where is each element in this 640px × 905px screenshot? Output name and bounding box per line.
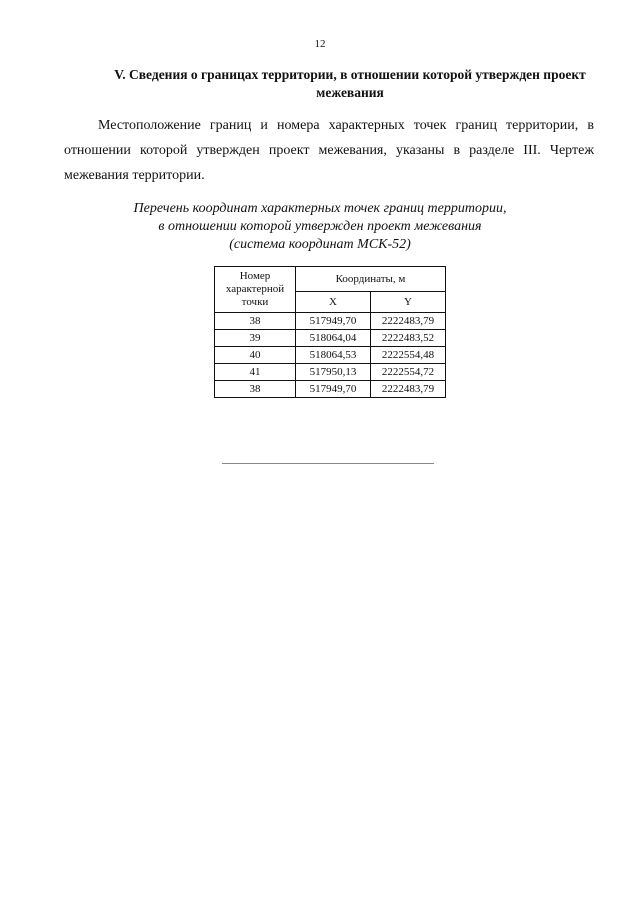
cell-x: 518064,04 [296, 330, 371, 347]
header-coordinates: Координаты, м [296, 267, 446, 292]
cell-point: 39 [215, 330, 296, 347]
cell-point: 38 [215, 381, 296, 398]
header-y: Y [371, 292, 446, 313]
cell-x: 518064,53 [296, 347, 371, 364]
cell-x: 517949,70 [296, 381, 371, 398]
intro-paragraph: Местоположение границ и номера характерных точек границ территории, в отношении которой утвержден проект межевания, указаны в разделе III. Чертеж межевания территории. [64, 118, 594, 183]
cell-y: 2222483,79 [371, 381, 446, 398]
cell-x: 517949,70 [296, 313, 371, 330]
table-row [215, 364, 446, 381]
table-row [215, 347, 446, 364]
footnote-divider [222, 463, 434, 464]
cell-point: 41 [215, 364, 296, 381]
coordinates-table [214, 266, 446, 398]
cell-point: 38 [215, 313, 296, 330]
header-x: X [296, 292, 371, 313]
section-heading: V. Сведения о границах территории, в отношении которой утвержден проект межевания [114, 67, 586, 100]
cell-y: 2222554,72 [371, 364, 446, 381]
table-caption [0, 200, 640, 254]
page-number: 12 [314, 38, 326, 50]
caption-line-3: (система координат МСК-52) [229, 237, 411, 252]
table-row [215, 330, 446, 347]
table-row [215, 381, 446, 398]
cell-point: 40 [215, 347, 296, 364]
table-row [215, 313, 446, 330]
caption-line-1: Перечень координат характерных точек границ территории, [133, 201, 507, 216]
cell-y: 2222554,48 [371, 347, 446, 364]
caption-line-2: в отношении которой утвержден проект межевания [158, 219, 482, 234]
header-point-number: Номер характерной точки [215, 267, 296, 313]
cell-x: 517950,13 [296, 364, 371, 381]
cell-y: 2222483,52 [371, 330, 446, 347]
cell-y: 2222483,79 [371, 313, 446, 330]
